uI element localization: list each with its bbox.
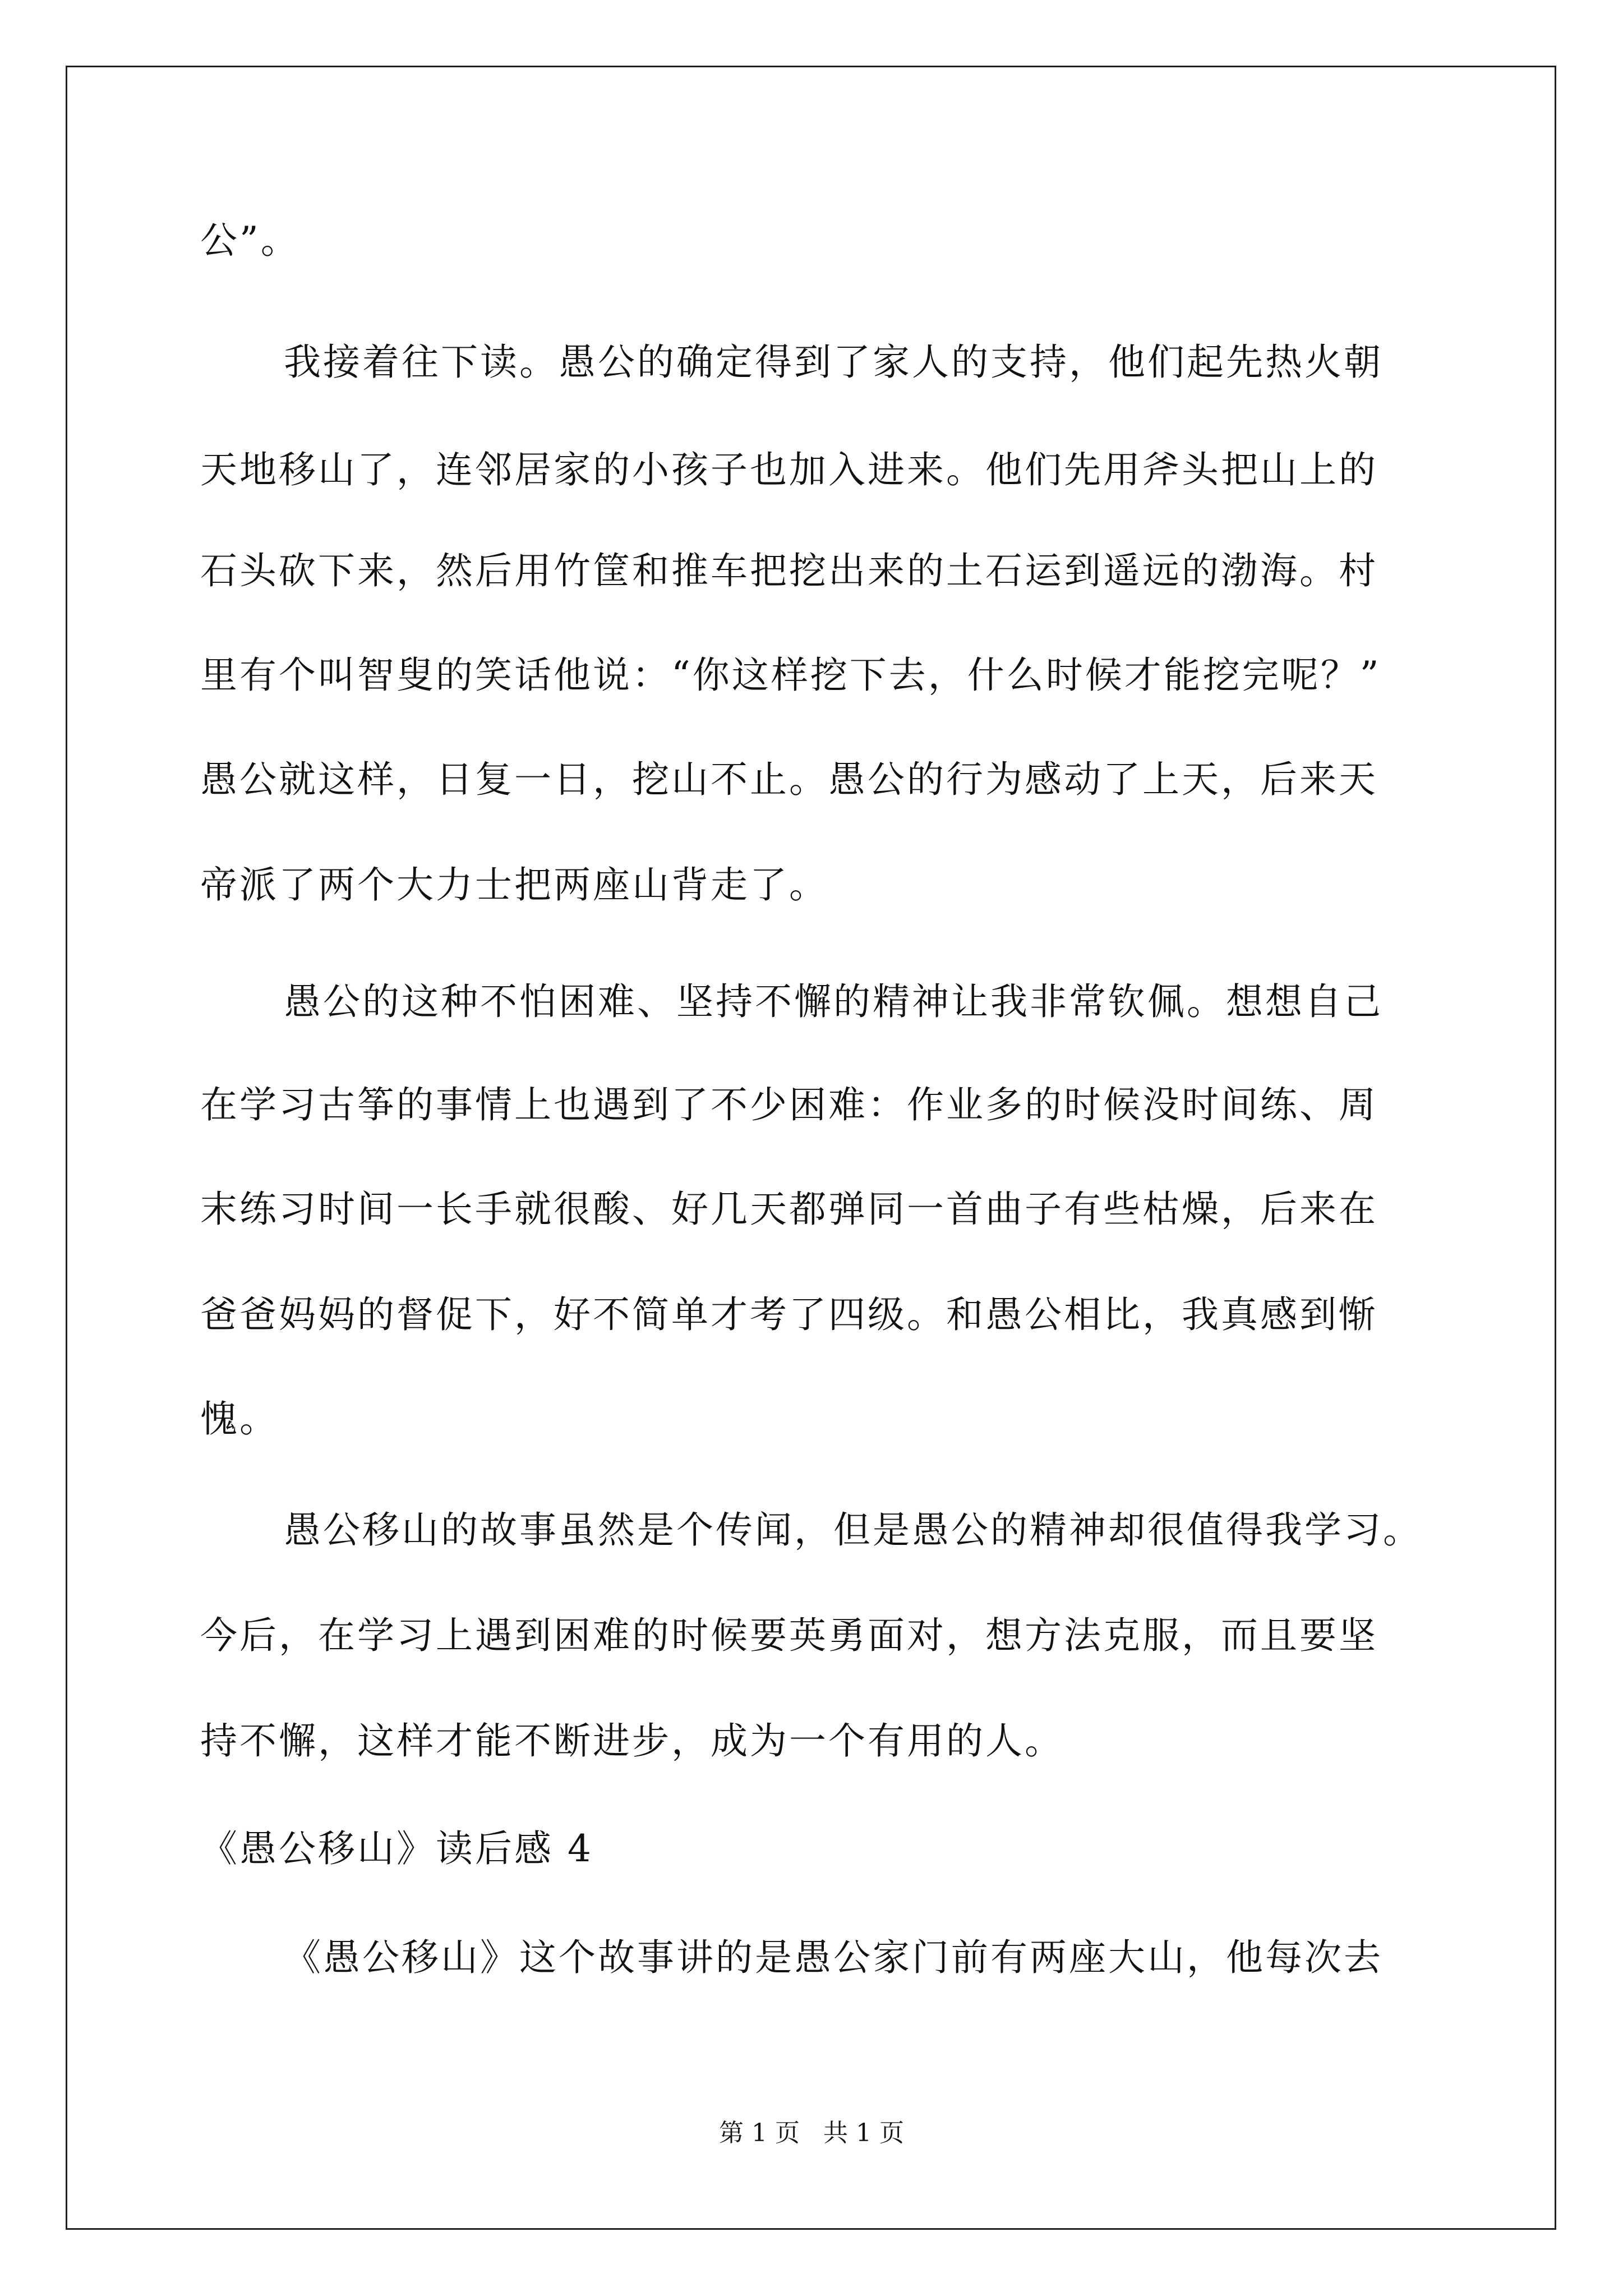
text-line: 天地移山了，连邻居家的小孩子也加入进来。他们先用斧头把山上的 [200, 448, 1378, 491]
text-line: 愧。 [200, 1397, 279, 1441]
text-line: 公”。 [200, 219, 300, 262]
text-line: 持不懈，这样才能不断进步，成为一个有用的人。 [200, 1719, 1064, 1763]
page-border [66, 66, 1556, 2230]
section-heading: 《愚公移山》读后感 4 [200, 1827, 593, 1870]
text-line: 《愚公移山》这个故事讲的是愚公家门前有两座大山，他每次去 [284, 1936, 1383, 1979]
page-footer: 第 1 页 共 1 页 [719, 2119, 904, 2147]
text-line: 今后，在学习上遇到困难的时候要英勇面对，想方法克服，而且要坚 [200, 1614, 1378, 1657]
text-line: 末练习时间一长手就很酸、好几天都弹同一首曲子有些枯燥，后来在 [200, 1188, 1378, 1231]
text-line: 在学习古筝的事情上也遇到了不少困难：作业多的时候没时间练、周 [200, 1083, 1378, 1126]
text-line: 帝派了两个大力士把两座山背走了。 [200, 863, 828, 907]
text-line: 愚公就这样，日复一日，挖山不止。愚公的行为感动了上天，后来天 [200, 758, 1378, 801]
text-line: 我接着往下读。愚公的确定得到了家人的支持，他们起先热火朝 [284, 341, 1383, 384]
text-line: 里有个叫智叟的笑话他说：“你这样挖下去，什么时候才能挖完呢？” [200, 654, 1381, 697]
text-line: 石头砍下来，然后用竹筐和推车把挖出来的土石运到遥远的渤海。村 [200, 549, 1378, 592]
text-line: 愚公的这种不怕困难、坚持不懈的精神让我非常钦佩。想想自己 [284, 980, 1383, 1023]
text-line: 愚公移山的故事虽然是个传闻，但是愚公的精神却很值得我学习。 [284, 1508, 1422, 1552]
text-line: 爸爸妈妈的督促下，好不简单才考了四级。和愚公相比，我真感到惭 [200, 1293, 1378, 1336]
